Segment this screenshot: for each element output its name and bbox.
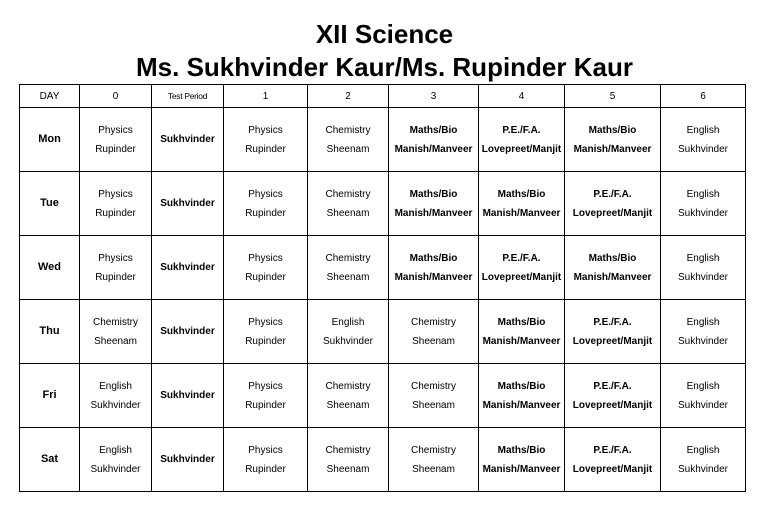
subject-label: Physics — [248, 444, 283, 456]
column-header: 6 — [661, 85, 746, 108]
subject-label: Sukhvinder — [160, 198, 215, 209]
subject-label: Maths/Bio — [588, 252, 637, 264]
teacher-label: Sheenam — [326, 143, 370, 155]
period-cell — [389, 172, 479, 236]
subject-label: Chemistry — [92, 316, 138, 328]
teacher-label: Sukhvinder — [677, 335, 729, 347]
teacher-label: Sheenam — [412, 463, 455, 475]
teacher-label: Rupinder — [95, 143, 136, 155]
teacher-label: Lovepreet/Manjit — [481, 143, 562, 155]
teacher-label: Manish/Manveer — [573, 143, 652, 155]
subject-label: Chemistry — [325, 124, 371, 136]
period-cell — [308, 300, 389, 364]
subject-label: P.E./F.A. — [593, 444, 632, 456]
subject-label: English — [686, 380, 720, 392]
subject-label: Physics — [248, 252, 283, 264]
column-header: 3 — [389, 85, 479, 108]
period-cell — [80, 108, 152, 172]
period-cell — [389, 300, 479, 364]
period-cell — [565, 364, 661, 428]
period-cell — [224, 108, 308, 172]
subject-label: English — [331, 316, 365, 328]
column-header: 0 — [80, 85, 152, 108]
subject-label: P.E./F.A. — [593, 316, 632, 328]
subject-label: Physics — [98, 188, 133, 200]
subject-label: Sukhvinder — [160, 262, 215, 273]
period-cell — [224, 236, 308, 300]
teacher-label: Rupinder — [245, 271, 286, 283]
teacher-label: Lovepreet/Manjit — [572, 335, 653, 347]
period-cell — [152, 428, 224, 492]
column-header: 5 — [565, 85, 661, 108]
teacher-label: Lovepreet/Manjit — [481, 271, 562, 283]
subject-label: Sukhvinder — [160, 390, 215, 401]
period-cell — [152, 172, 224, 236]
teacher-label: Rupinder — [245, 335, 286, 347]
subject-label: Sukhvinder — [160, 326, 215, 337]
column-header: Test Period — [152, 85, 224, 108]
column-header: 1 — [224, 85, 308, 108]
teacher-label: Rupinder — [245, 399, 286, 411]
period-cell — [565, 300, 661, 364]
day-label: Sat — [20, 428, 80, 492]
period-cell — [661, 236, 746, 300]
subject-label: Maths/Bio — [497, 380, 546, 392]
period-cell — [80, 300, 152, 364]
subject-label: Physics — [98, 252, 133, 264]
subject-label: English — [686, 444, 720, 456]
period-cell — [389, 428, 479, 492]
period-cell — [308, 172, 389, 236]
period-cell — [661, 428, 746, 492]
period-cell — [80, 236, 152, 300]
teacher-label: Manish/Manveer — [482, 463, 561, 475]
teacher-label: Sheenam — [94, 335, 137, 347]
period-cell — [224, 364, 308, 428]
teacher-label: Sukhvinder — [677, 399, 729, 411]
subject-label: English — [686, 252, 720, 264]
period-cell — [389, 364, 479, 428]
period-cell — [479, 108, 565, 172]
period-cell — [479, 236, 565, 300]
teacher-label: Manish/Manveer — [482, 335, 561, 347]
period-cell — [80, 172, 152, 236]
column-header: 4 — [479, 85, 565, 108]
subject-label: Physics — [248, 188, 283, 200]
teacher-label: Rupinder — [245, 207, 286, 219]
period-cell — [565, 172, 661, 236]
subject-label: Maths/Bio — [497, 444, 546, 456]
period-cell — [80, 364, 152, 428]
teacher-label: Sheenam — [412, 399, 455, 411]
period-cell — [152, 364, 224, 428]
subject-label: Chemistry — [410, 380, 456, 392]
period-cell — [661, 108, 746, 172]
table-row — [20, 172, 746, 236]
period-cell — [565, 108, 661, 172]
subject-label: Chemistry — [325, 444, 371, 456]
table-row — [20, 108, 746, 172]
day-label: Thu — [20, 300, 80, 364]
teacher-label: Lovepreet/Manjit — [572, 399, 653, 411]
day-label: Tue — [20, 172, 80, 236]
teacher-label: Rupinder — [245, 143, 286, 155]
table-row — [20, 364, 746, 428]
column-header: DAY — [20, 85, 80, 108]
teacher-label: Manish/Manveer — [482, 207, 561, 219]
teacher-label: Manish/Manveer — [394, 207, 473, 219]
header-row — [20, 85, 746, 108]
teacher-label: Sukhvinder — [677, 143, 729, 155]
subject-label: English — [99, 444, 132, 456]
subject-label: Sukhvinder — [160, 134, 215, 145]
period-cell — [80, 428, 152, 492]
teacher-label: Lovepreet/Manjit — [572, 463, 653, 475]
teacher-label: Rupinder — [95, 271, 136, 283]
subject-label: Physics — [248, 380, 283, 392]
subject-label: English — [99, 380, 132, 392]
period-cell — [224, 300, 308, 364]
teacher-label: Manish/Manveer — [394, 271, 473, 283]
day-label: Mon — [20, 108, 80, 172]
subject-label: Maths/Bio — [497, 188, 546, 200]
table-row — [20, 300, 746, 364]
subject-label: P.E./F.A. — [502, 252, 541, 264]
subject-label: Maths/Bio — [497, 316, 546, 328]
subject-label: Chemistry — [325, 380, 371, 392]
period-cell — [661, 364, 746, 428]
subject-label: English — [686, 124, 720, 136]
teacher-label: Sukhvinder — [677, 463, 729, 475]
subject-label: Physics — [98, 124, 133, 136]
teacher-label: Lovepreet/Manjit — [572, 207, 653, 219]
column-header: 2 — [308, 85, 389, 108]
subject-label: Maths/Bio — [409, 188, 458, 200]
period-cell — [308, 236, 389, 300]
period-cell — [661, 172, 746, 236]
subject-label: English — [686, 316, 720, 328]
timetable-subtitle: Ms. Sukhvinder Kaur/Ms. Rupinder Kaur — [136, 52, 633, 82]
period-cell — [308, 364, 389, 428]
teacher-label: Manish/Manveer — [482, 399, 561, 411]
subject-label: P.E./F.A. — [593, 380, 632, 392]
period-cell — [565, 428, 661, 492]
teacher-label: Sheenam — [326, 463, 370, 475]
day-label: Wed — [20, 236, 80, 300]
teacher-label: Sukhvinder — [677, 207, 729, 219]
subject-label: English — [686, 188, 720, 200]
subject-label: Chemistry — [325, 252, 371, 264]
day-label: Fri — [20, 364, 80, 428]
subject-label: Physics — [248, 124, 283, 136]
period-cell — [308, 428, 389, 492]
subject-label: Chemistry — [410, 444, 456, 456]
subject-label: Maths/Bio — [588, 124, 637, 136]
table-row — [20, 236, 746, 300]
period-cell — [565, 236, 661, 300]
period-cell — [479, 300, 565, 364]
period-cell — [152, 108, 224, 172]
teacher-label: Manish/Manveer — [394, 143, 473, 155]
subject-label: Sukhvinder — [160, 454, 215, 465]
teacher-label: Sheenam — [326, 399, 370, 411]
period-cell — [389, 108, 479, 172]
subject-label: Maths/Bio — [409, 252, 458, 264]
subject-label: Chemistry — [325, 188, 371, 200]
teacher-label: Sukhvinder — [90, 463, 141, 475]
teacher-label: Rupinder — [95, 207, 136, 219]
subject-label: P.E./F.A. — [593, 188, 632, 200]
teacher-label: Manish/Manveer — [573, 271, 652, 283]
teacher-label: Sukhvinder — [90, 399, 141, 411]
subject-label: Maths/Bio — [409, 124, 458, 136]
teacher-label: Sukhvinder — [677, 271, 729, 283]
period-cell — [152, 236, 224, 300]
subject-label: P.E./F.A. — [502, 124, 541, 136]
table-row — [20, 428, 746, 492]
teacher-label: Sheenam — [326, 271, 370, 283]
period-cell — [661, 300, 746, 364]
teacher-label: Sheenam — [412, 335, 455, 347]
teacher-label: Sheenam — [326, 207, 370, 219]
period-cell — [479, 172, 565, 236]
period-cell — [479, 364, 565, 428]
period-cell — [152, 300, 224, 364]
period-cell — [224, 172, 308, 236]
subject-label: Chemistry — [410, 316, 456, 328]
timetable — [19, 84, 746, 492]
subject-label: Physics — [248, 316, 283, 328]
teacher-label: Rupinder — [245, 463, 286, 475]
period-cell — [479, 428, 565, 492]
period-cell — [389, 236, 479, 300]
timetable-title: XII Science — [315, 19, 454, 49]
teacher-label: Sukhvinder — [322, 335, 374, 347]
period-cell — [224, 428, 308, 492]
period-cell — [308, 108, 389, 172]
